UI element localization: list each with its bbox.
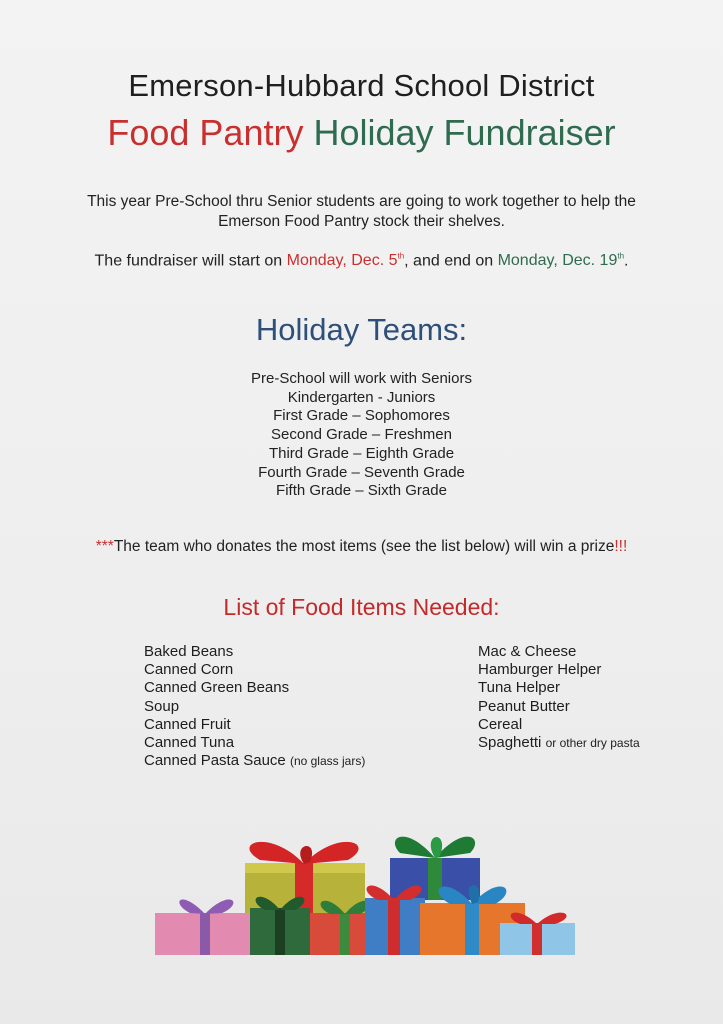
pink-gift <box>155 900 250 955</box>
intro-line-1: This year Pre-School thru Senior students are going to work together to help the <box>87 193 636 210</box>
intro-paragraph <box>0 192 723 232</box>
dates-period: . <box>624 252 629 270</box>
food-item-text: Canned Pasta Sauce <box>144 752 286 770</box>
gift-boxes-icon <box>150 818 590 968</box>
prize-text: The team who donates the most items (see the list below) will win a prize <box>113 538 615 555</box>
prize-stars: *** <box>95 538 114 555</box>
start-date-text: Monday, Dec. 5 <box>286 252 398 270</box>
team-item: First Grade – Sophomores <box>273 407 450 425</box>
items-column-right <box>478 643 640 752</box>
start-date <box>287 252 405 269</box>
end-date <box>498 252 624 269</box>
team-item: Second Grade – Freshmen <box>271 426 452 444</box>
district-name: Emerson-Hubbard School District <box>128 68 595 103</box>
dates-prefix: The fundraiser will start on <box>94 252 287 270</box>
food-item: Mac & Cheese <box>478 643 577 660</box>
food-item-note: (no glass jars) <box>289 754 366 769</box>
food-item: Tuna Helper <box>478 679 560 697</box>
dates-middle: , and end on <box>404 252 498 270</box>
green-gift <box>390 837 480 900</box>
team-item: Third Grade – Eighth Grade <box>268 444 455 462</box>
food-item: Hamburger Helper <box>478 661 602 679</box>
dates-line <box>0 252 723 270</box>
food-item <box>144 752 365 770</box>
food-item: Cereal <box>478 715 523 733</box>
food-item: Canned Green Beans <box>144 679 290 697</box>
food-item: Peanut Butter <box>478 697 570 715</box>
title-holiday-fundraiser: Holiday Fundraiser <box>313 112 616 153</box>
food-item: Canned Corn <box>144 661 234 679</box>
teams-list <box>0 370 723 501</box>
prize-exclamation: !!! <box>614 538 628 555</box>
title-food-pantry: Food Pantry <box>107 112 304 153</box>
food-item: Canned Tuna <box>144 734 235 752</box>
food-item: Canned Fruit <box>144 715 231 733</box>
flyer-title <box>0 112 723 154</box>
team-item: Fifth Grade – Sixth Grade <box>276 482 447 500</box>
team-item: Kindergarten - Juniors <box>287 388 436 406</box>
end-date-text: Monday, Dec. 19 <box>497 252 618 270</box>
food-item-text: Spaghetti <box>478 734 542 752</box>
team-item: Pre-School will work with Seniors <box>251 370 472 387</box>
items-heading: List of Food Items Needed: <box>223 594 500 620</box>
items-column-left <box>144 643 365 770</box>
start-date-suffix: th <box>397 252 405 261</box>
teams-heading: Holiday Teams: <box>255 312 468 347</box>
end-date-suffix: th <box>617 252 625 261</box>
food-item-note: or other dry pasta <box>545 736 640 751</box>
prize-line <box>0 538 723 556</box>
team-item: Fourth Grade – Seventh Grade <box>258 463 465 481</box>
food-item: Soup <box>144 697 180 715</box>
food-item: Baked Beans <box>144 643 234 660</box>
food-item <box>478 734 640 752</box>
intro-line-2: Emerson Food Pantry stock their shelves. <box>218 213 505 230</box>
